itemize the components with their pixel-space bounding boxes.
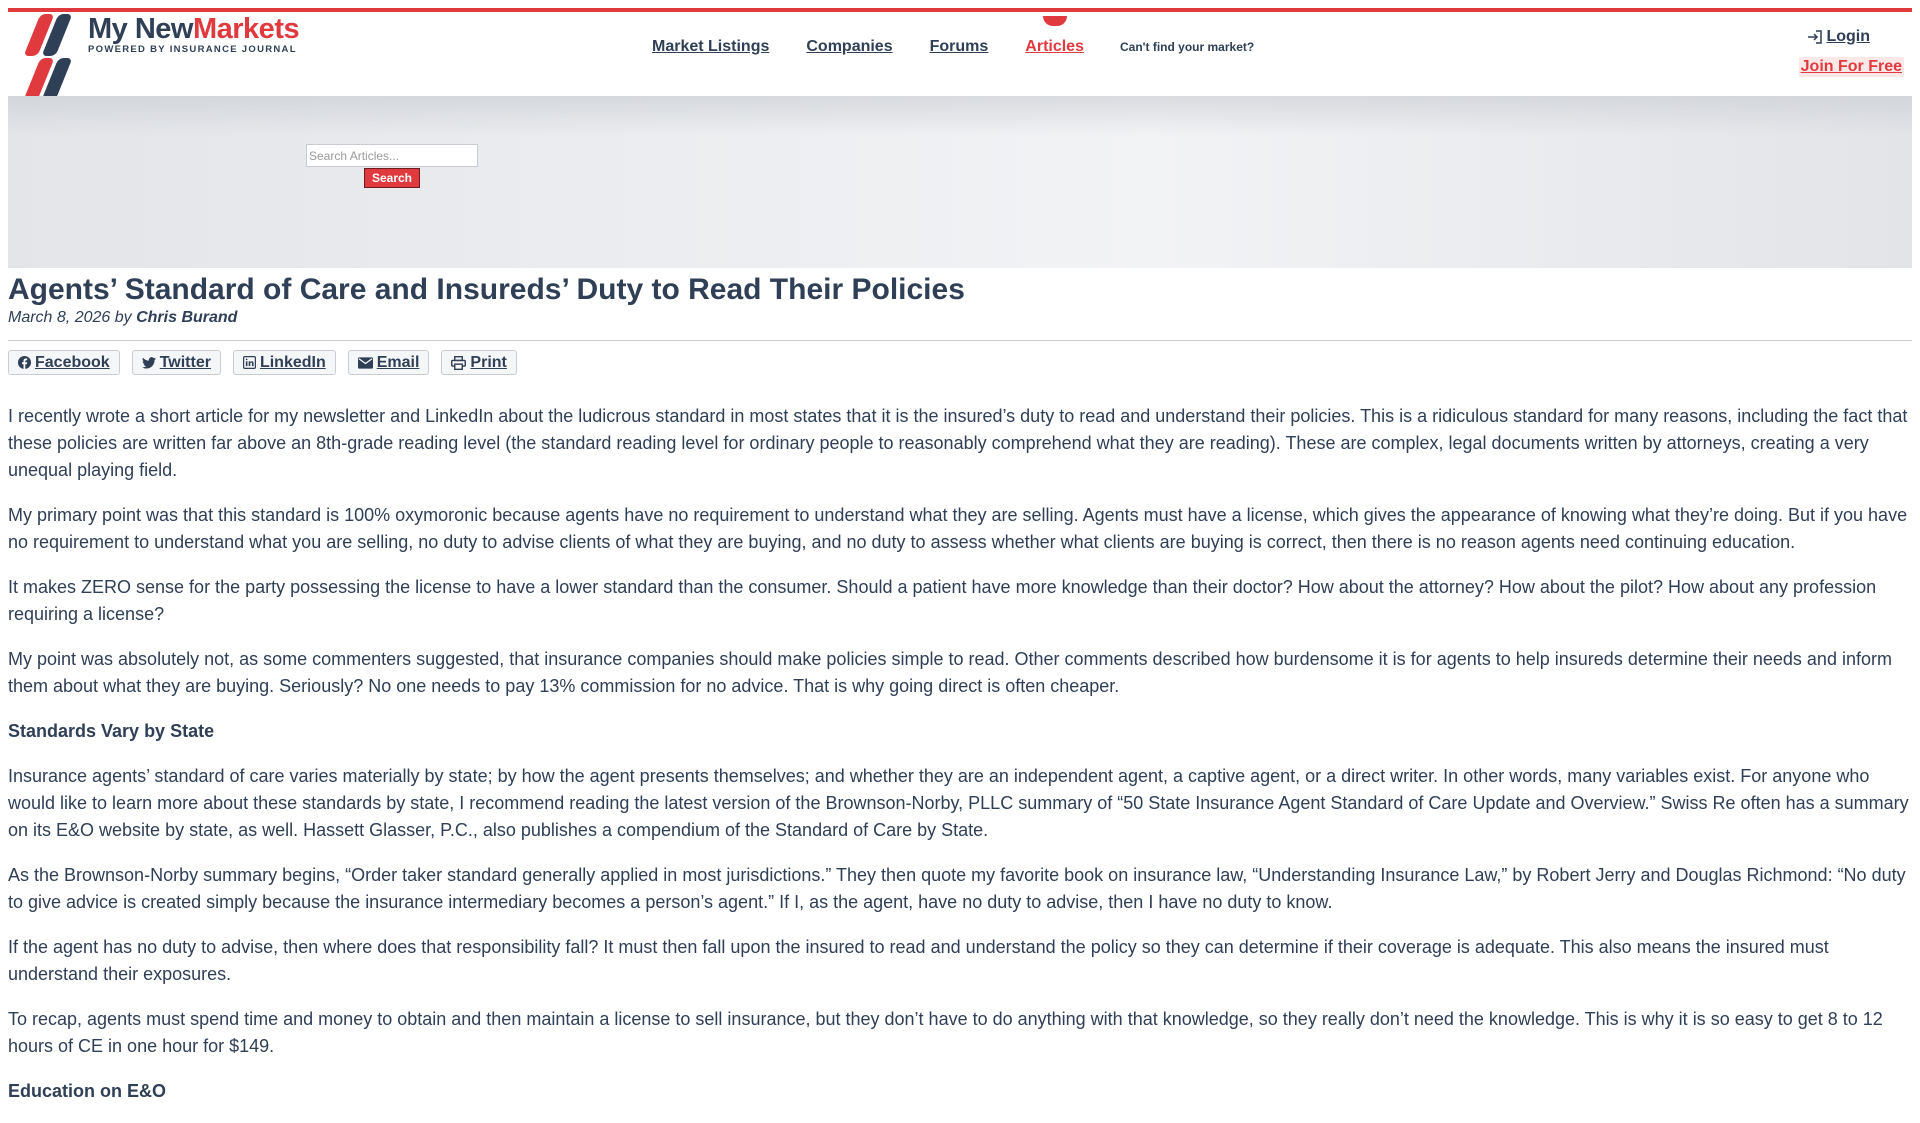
article-title: Agents’ Standard of Care and Insureds’ Duty to Read Their Policies (8, 273, 965, 306)
article-body (8, 403, 1912, 1105)
paragraph: My point was absolutely not, as some commenters suggested, that insurance companies should make policies simple to read. Other comments described how burdensome it is for agents to help insureds determine their needs and inform them about what they are buying. Seriously? No one needs to pay 13% commission for no advice. That is why going direct is often cheaper. (8, 649, 1892, 696)
article-author[interactable]: Chris Burand (136, 309, 238, 326)
paragraph: If the agent has no duty to advise, then where does that responsibility fall? It must then fall upon the insured to read and understand the policy so they can determine if their coverage is adequate. This also means the insured must understand their exposures. (8, 937, 1829, 984)
paragraph: My primary point was that this standard is 100% oxymoronic because agents have no requirement to understand what they are selling. Agents must have a license, which gives the appearance of knowing what they’re doing. But if you have no requirement to understand what you are selling, no duty to advise clients of what they are buying, and no duty to assess whether what clients are buying is correct, then there is no reason agents need continuing education. (8, 505, 1908, 552)
logo-title: My NewMarkets (88, 13, 300, 45)
article-search (306, 144, 478, 188)
paragraph: Insurance agents’ standard of care varies materially by state; by how the agent presents themselves; and whether they are an independent agent, a captive agent, or a direct writer. In other words, many variables exist. For anyone who would like to learn more about these standards by state, I recommend reading the latest version of the Brownson-Norby, PLLC summary of “50 State Insurance Agent Standard of Care Update and Overview.” Swiss Re often has a summary on its E&O website by state, as well. Hassett Glasser, P.C., also publishes a compendium of the Standard of Care by State. (8, 766, 1909, 840)
logo-subtitle: POWERED BY INSURANCE JOURNAL (88, 44, 297, 55)
share-linkedin-button[interactable]: LinkedIn (233, 350, 336, 375)
nav-market-listings[interactable]: Market Listings (652, 38, 770, 55)
byline (8, 309, 1912, 327)
envelope-icon (358, 357, 373, 369)
logo-mark-icon (22, 12, 82, 108)
printer-icon (451, 356, 466, 370)
share-twitter-button[interactable]: Twitter (132, 350, 221, 375)
hero-banner (8, 96, 1912, 268)
paragraph: To recap, agents must spend time and money to obtain and then maintain a license to sell insurance, but they don’t have to do anything with that knowledge, so they really don’t need the knowledge. This is why it is so easy to get 8 to 12 hours of CE in one hour for $149. (8, 1009, 1883, 1056)
join-for-free-button[interactable]: Join For Free (1800, 58, 1902, 75)
linkedin-icon (243, 356, 256, 369)
paragraph: I recently wrote a short article for my newsletter and LinkedIn about the ludicrous standard in most states that it is the insured’s duty to read and understand their policies. This is a ridiculous standard for many reasons, including the fact that these policies are written far above an 8th-grade reading level (the standard reading level for ordinary people to reasonably comprehend what they are reading). These are complex, legal documents written by attorneys, creating a very unequal playing field. (8, 406, 1908, 480)
paragraph: As the Brownson-Norby summary begins, “Order taker standard generally applied in most jurisdictions.” They then quote my favorite book on insurance law, “Understanding Insurance Law,” by Robert Jerry and Douglas Richmond: “No duty to give advice is created simply because the insurance intermediary becomes a person’s agent.” If I, as the agent, have no duty to advise, then I have no duty to know. (8, 865, 1906, 912)
sign-in-icon (1807, 30, 1823, 44)
share-bar (8, 350, 1912, 375)
byline-by: by (114, 309, 132, 326)
share-email-button[interactable]: Email (348, 350, 430, 375)
nav-forums[interactable]: Forums (929, 38, 989, 55)
share-facebook-button[interactable]: Facebook (8, 350, 120, 375)
section-heading: Education on E&O (8, 1081, 167, 1101)
account-area (1799, 28, 1904, 77)
facebook-icon (18, 356, 31, 369)
paragraph: It makes ZERO sense for the party possessing the license to have a lower standard than the consumer. Should a patient have more knowledge than their doctor? How about the attorney? How about the pilot? How about any profession requiring a license? (8, 577, 1877, 624)
search-button[interactable]: Search (364, 168, 420, 188)
login-link[interactable]: Login (1807, 28, 1870, 46)
divider (8, 340, 1912, 341)
main-nav (652, 38, 1291, 56)
nav-companies[interactable]: Companies (806, 38, 893, 55)
section-heading: Standards Vary by State (8, 721, 215, 741)
active-indicator (1043, 16, 1067, 26)
twitter-icon (142, 357, 156, 369)
site-header (8, 12, 1912, 96)
site-logo[interactable] (22, 12, 299, 108)
search-input[interactable] (306, 144, 478, 167)
nav-cant-find-market[interactable]: Can't find your market? (1119, 40, 1255, 54)
share-print-button[interactable]: Print (441, 350, 516, 375)
page (8, 8, 1912, 1123)
nav-articles[interactable]: Articles (1025, 38, 1084, 56)
article-date: March 8, 2026 (8, 309, 111, 326)
